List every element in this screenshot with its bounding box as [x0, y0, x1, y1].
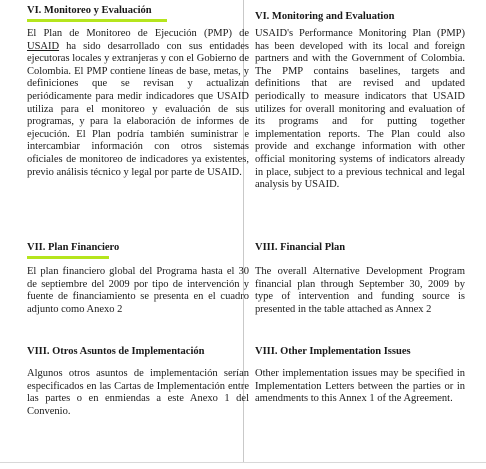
bottom-rule [0, 462, 486, 463]
heading-plan-financiero: VII. Plan Financiero [27, 242, 120, 253]
underlined-usaid: USAID [27, 40, 60, 52]
paragraph-monitoreo-text-b: ha sido desarrollado con sus entidades ejecutoras locales y extranjeras y con el Gobierno de Colombia. El PMP contiene líneas de base, metas, y definiciones que se revisan y actualizan periódicamente para medir indicadores que USAID utiliza para el monitoreo y evaluación de sus programas, y para la elaboración de informes de ejecución. El Plan podría también suministrar e intercambiar información con otros sistemas oficiales de monitoreo de indicadores ya existentes, previo análisis técnico y legal por parte de USAID. [27, 40, 249, 178]
paragraph-monitoreo-evaluacion [27, 28, 249, 179]
heading-financial-plan: VIII. Financial Plan [255, 242, 346, 253]
paragraph-monitoring-evaluation: USAID's Performance Monitoring Plan (PMP) has been developed with its local and foreign partners and with the Government of Colombia. The PMP contains baselines, targets and definitions that are revised and updated periodically to measure indicators that USAID utilizes for overall monitoring and evaluation of its programs and for putting together implementation reports. The Plan could also provide and exchange information with other official monitoring systems of indicators already in place, subject to a previous technical and legal analysis by USAID. [255, 28, 465, 191]
paragraph-financial-plan: The overall Alternative Development Program financial plan through September 30, 2009 by type of intervention and funding source is presented in the table attached as Annex 2 [255, 266, 465, 315]
heading-monitoreo-evaluacion: VI. Monitoreo y Evaluación [27, 5, 152, 16]
highlight-bar-monitoreo [27, 19, 167, 22]
paragraph-monitoreo-text-a: El Plan de Monitoreo de Ejecución (PMP) de [27, 28, 249, 39]
paragraph-other-implementation: Other implementation issues may be specified in Implementation Letters between the parties or in amendments to this Annex 1 of the Agreement. [255, 368, 465, 405]
paragraph-otros-asuntos: Algunos otros asuntos de implementación serían especificados en las Cartas de Implementación entre las partes o en enmiendas a este Anexo 1 del Convenio. [27, 368, 249, 417]
heading-monitoring-evaluation: VI. Monitoring and Evaluation [255, 11, 395, 22]
highlight-bar-financiero [27, 256, 109, 259]
heading-other-implementation: VIII. Other Implementation Issues [255, 346, 411, 357]
heading-otros-asuntos: VIII. Otros Asuntos de Implementación [27, 346, 205, 357]
paragraph-plan-financiero: El plan financiero global del Programa hasta el 30 de septiembre del 2009 por tipo de intervención y fuente de financiamiento se presenta en el cuadro adjunto como Anexo 2 [27, 266, 249, 315]
